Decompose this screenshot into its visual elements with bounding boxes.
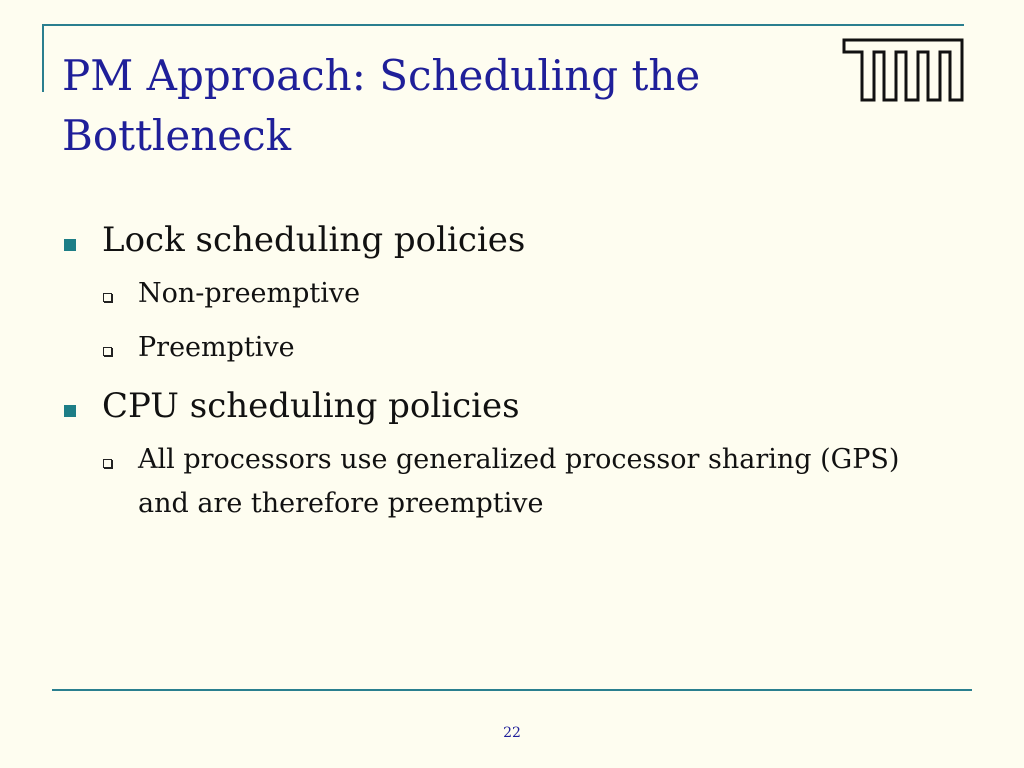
filled-square-icon bbox=[64, 239, 76, 251]
hollow-square-icon bbox=[103, 347, 112, 356]
bullet-text: CPU scheduling policies bbox=[102, 386, 520, 426]
hollow-square-icon bbox=[103, 293, 112, 302]
bullet-list bbox=[60, 218, 940, 526]
tum-logo-icon bbox=[842, 38, 965, 102]
list-item bbox=[60, 384, 940, 428]
left-accent-line bbox=[42, 24, 44, 92]
bullet-text: Lock scheduling policies bbox=[102, 220, 526, 260]
sub-bullet-text: Preemptive bbox=[138, 332, 295, 363]
sub-list-item bbox=[60, 272, 940, 316]
hollow-square-icon bbox=[103, 459, 112, 468]
sub-list-item bbox=[60, 438, 940, 526]
slide-title: PM Approach: Scheduling the Bottleneck bbox=[62, 51, 701, 160]
sub-bullet-text: Non-preemptive bbox=[138, 278, 361, 309]
filled-square-icon bbox=[64, 405, 76, 417]
top-divider bbox=[42, 24, 964, 26]
sub-list-item bbox=[60, 326, 940, 370]
bottom-divider bbox=[52, 689, 972, 691]
sub-bullet-text: All processors use generalized processor sharing (GPS) and are therefore preemptive bbox=[138, 444, 900, 519]
list-item bbox=[60, 218, 940, 262]
page-number: 22 bbox=[503, 725, 521, 741]
